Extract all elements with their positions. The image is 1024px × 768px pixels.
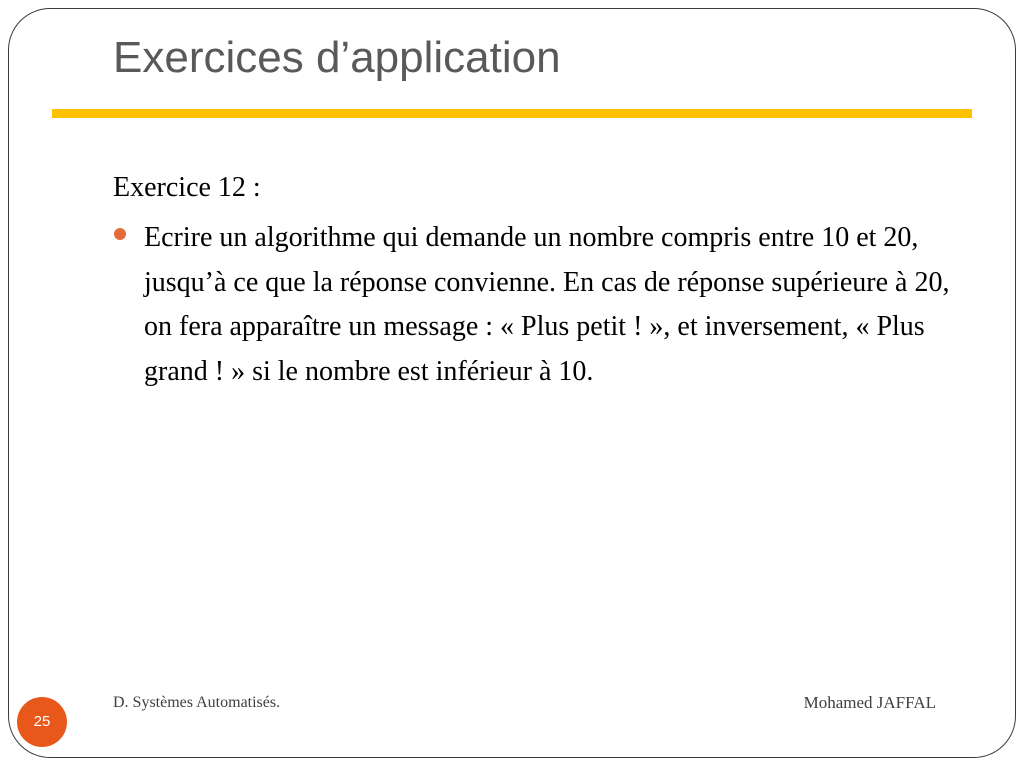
bullet-dot-icon bbox=[114, 228, 126, 240]
footer-course-name: D. Systèmes Automatisés. bbox=[113, 694, 281, 711]
title-underline-rule bbox=[52, 109, 972, 118]
exercise-heading: Exercice 12 : bbox=[113, 172, 261, 203]
slide-content bbox=[113, 168, 963, 394]
bullet-text: Ecrire un algorithme qui demande un nombre compris entre 10 et 20, jusqu’à ce que la réponse convienne. En cas de réponse supérieure à 20, on fera apparaître un message : « Plus petit ! », et inversement, « Plus grand ! » si le nombre est inférieur à 10. bbox=[144, 222, 950, 387]
page-number-badge: 25 bbox=[17, 697, 67, 747]
footer-author: Mohamed JAFFAL bbox=[803, 693, 936, 712]
slide-title: Exercices d’application bbox=[113, 33, 561, 82]
bullet-item bbox=[113, 216, 963, 394]
